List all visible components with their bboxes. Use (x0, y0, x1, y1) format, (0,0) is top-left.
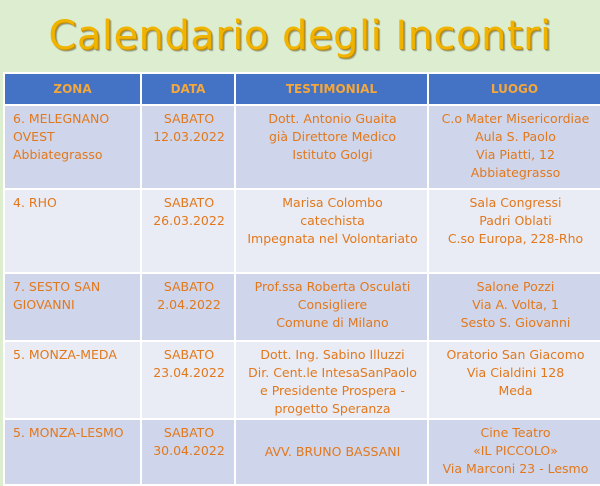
cell-line: Impegnata nel Volontariato (247, 231, 418, 246)
cell-line: Meda (498, 383, 533, 398)
cell-line: Abbiategrasso (470, 165, 561, 180)
cell-line: Marisa Colombo (282, 195, 383, 210)
cell-line: SABATO (163, 111, 215, 126)
cell-zona (4, 419, 141, 485)
cell-line: SABATO (163, 279, 215, 294)
cell-line: Dott. Antonio Guaita (268, 111, 397, 126)
table-row (4, 105, 600, 189)
cell-line: Oratorio San Giacomo (446, 347, 585, 362)
cell-luogo (428, 105, 600, 189)
cell-line: SABATO (163, 195, 215, 210)
cell-data (141, 341, 235, 419)
cell-line: 12.03.2022 (153, 129, 225, 144)
cell-line: Salone Pozzi (476, 279, 555, 294)
cell-testimonial (235, 105, 428, 189)
cell-line: Comune di Milano (276, 315, 389, 330)
cell-line: «IL PICCOLO» (473, 443, 558, 458)
cell-line: SABATO (163, 425, 215, 440)
cell-line: C.so Europa, 228-Rho (447, 231, 584, 246)
cell-line: GIOVANNI (13, 297, 75, 312)
cell-zona (4, 189, 141, 273)
cell-testimonial (235, 419, 428, 485)
page-title: Calendario degli Incontri (48, 13, 552, 59)
cell-data (141, 189, 235, 273)
cell-line: Consigliere (297, 297, 368, 312)
cell-luogo (428, 341, 600, 419)
cell-line: Sala Congressi (469, 195, 562, 210)
column-header-zona: ZONA (4, 73, 141, 105)
column-header-data: DATA (141, 73, 235, 105)
column-header-testimonial: TESTIMONIAL (235, 73, 428, 105)
cell-line: C.o Mater Misericordiae (441, 111, 590, 126)
cell-testimonial (235, 189, 428, 273)
cell-line: 5. MONZA-LESMO (13, 425, 124, 440)
cell-luogo (428, 273, 600, 341)
cell-line: Dir. Cent.le IntesaSanPaolo (248, 365, 417, 380)
cell-testimonial (235, 273, 428, 341)
cell-line: OVEST (13, 129, 55, 144)
cell-line: Aula S. Paolo (475, 129, 556, 144)
cell-data (141, 105, 235, 189)
cell-line: Sesto S. Giovanni (460, 315, 571, 330)
cell-line: Via A. Volta, 1 (472, 297, 559, 312)
cell-zona (4, 341, 141, 419)
cell-line: Via Piatti, 12 (476, 147, 555, 162)
table-row (4, 273, 600, 341)
cell-line: AVV. BRUNO BASSANI (264, 444, 401, 459)
cell-luogo (428, 419, 600, 485)
cell-line: Prof.ssa Roberta Osculati (254, 279, 411, 294)
cell-line: progetto Speranza (274, 401, 391, 416)
cell-data (141, 273, 235, 341)
cell-line: 26.03.2022 (153, 213, 225, 228)
cell-luogo (428, 189, 600, 273)
cell-line: 6. MELEGNANO (13, 111, 110, 126)
calendar-table (3, 72, 600, 486)
column-header-luogo: LUOGO (428, 73, 600, 105)
cell-line: Padri Oblati (479, 213, 552, 228)
cell-line: catechista (300, 213, 365, 228)
cell-zona (4, 105, 141, 189)
cell-line: 23.04.2022 (153, 365, 225, 380)
cell-line: 4. RHO (13, 195, 57, 210)
cell-line: 2.04.2022 (157, 297, 221, 312)
cell-line: Istituto Golgi (292, 147, 373, 162)
table-row (4, 341, 600, 419)
cell-line: Dott. Ing. Sabino Illuzzi (260, 347, 405, 362)
cell-line: e Presidente Prospera - (260, 383, 405, 398)
cell-line: 7. SESTO SAN (13, 279, 101, 294)
cell-line: SABATO (163, 347, 215, 362)
header-row (4, 73, 600, 105)
cell-line: Via Marconi 23 - Lesmo (442, 461, 589, 476)
cell-line: 5. MONZA-MEDA (13, 347, 117, 362)
cell-line: Cine Teatro (480, 425, 551, 440)
cell-line: Abbiategrasso (13, 147, 103, 162)
table-row (4, 189, 600, 273)
cell-data (141, 419, 235, 485)
cell-line: 30.04.2022 (153, 443, 225, 458)
cell-line: Via Cialdini 128 (466, 365, 565, 380)
cell-testimonial (235, 341, 428, 419)
cell-zona (4, 273, 141, 341)
cell-line: già Direttore Medico (268, 129, 397, 144)
table-row (4, 419, 600, 485)
